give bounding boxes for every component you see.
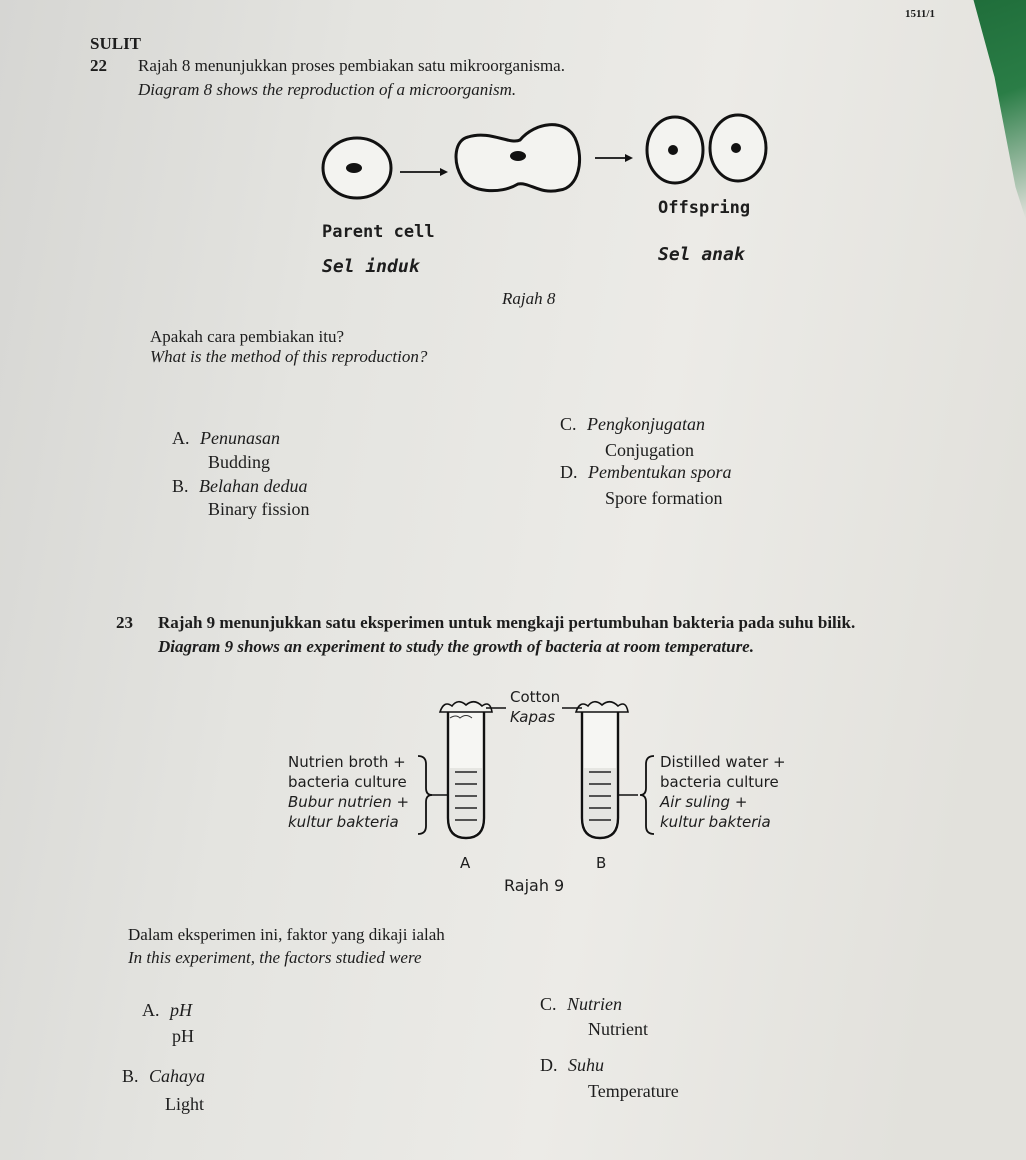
- q23-option-c[interactable]: [540, 994, 622, 1015]
- q22-question-en: What is the method of this reproduction?: [150, 347, 428, 366]
- tube-b-label: B: [596, 854, 607, 872]
- label-tube-b-line-1: Distilled water +: [660, 753, 786, 771]
- q23-option-a-ms: pH: [170, 1000, 192, 1020]
- q23-option-b-letter: B.: [122, 1066, 139, 1086]
- label-cotton-en: Cotton: [510, 688, 561, 706]
- diagram-8-caption: Rajah 8: [502, 289, 556, 308]
- label-tube-a-line-4: kultur bakteria: [288, 813, 399, 831]
- q23-option-b[interactable]: [122, 1066, 205, 1087]
- label-tube-b-line-3: Air suling +: [660, 793, 748, 811]
- label-tube-a-line-2: bacteria culture: [288, 773, 407, 791]
- sulit-label: SULIT: [90, 34, 142, 53]
- q23-option-c-ms: Nutrien: [567, 994, 623, 1014]
- label-offspring-en: Offspring: [658, 198, 751, 218]
- q23-number: 23: [116, 613, 133, 632]
- q22-option-c-ms: Pengkonjugatan: [587, 414, 705, 434]
- q23-text-en: Diagram 9 shows an experiment to study the growth of bacteria at room temperature.: [158, 637, 754, 656]
- label-tube-a-line-1: Nutrien broth +: [288, 753, 406, 771]
- cotton-plug-b: [576, 702, 628, 712]
- label-parent-ms: Sel induk: [322, 256, 420, 277]
- label-tube-b-line-4: kultur bakteria: [660, 813, 771, 831]
- q22-number: 22: [90, 56, 107, 75]
- diagram-9-caption: Rajah 9: [504, 876, 565, 895]
- q22-option-c-letter: C.: [560, 414, 577, 434]
- q22-option-b-en: Binary fission: [208, 499, 310, 519]
- q23-option-c-en: Nutrient: [588, 1019, 648, 1039]
- q23-option-c-letter: C.: [540, 994, 557, 1014]
- q23-option-d-ms: Suhu: [568, 1055, 604, 1075]
- label-offspring-ms: Sel anak: [658, 244, 745, 265]
- label-tube-b-contents: [660, 752, 786, 832]
- test-tube-a: [430, 702, 506, 838]
- q23-option-d-letter: D.: [540, 1055, 558, 1075]
- q22-text-ms: Rajah 8 menunjukkan proses pembiakan satu mikroorganisma.: [138, 56, 565, 75]
- q23-option-a[interactable]: [142, 1000, 192, 1021]
- q22-question-ms: Apakah cara pembiakan itu?: [150, 327, 344, 346]
- label-tube-a-contents: [288, 752, 409, 832]
- q23-option-d[interactable]: [540, 1055, 604, 1076]
- q23-option-b-en: Light: [165, 1094, 204, 1114]
- page-code: 1511/1: [905, 8, 935, 20]
- label-tube-a-line-3: Bubur nutrien +: [288, 793, 410, 811]
- q23-option-d-en: Temperature: [588, 1081, 679, 1101]
- q23-option-a-letter: A.: [142, 1000, 160, 1020]
- q22-option-a-ms: Penunasan: [200, 428, 280, 448]
- q22-option-d-en: Spore formation: [605, 488, 723, 508]
- q22-text-en: Diagram 8 shows the reproduction of a microorganism.: [138, 80, 517, 99]
- q22-option-d-ms: Pembentukan spora: [588, 462, 732, 482]
- q22-option-b-letter: B.: [172, 476, 189, 496]
- test-tube-b: [562, 702, 638, 838]
- label-parent-en: Parent cell: [322, 222, 435, 242]
- right-brace: [640, 756, 654, 834]
- q22-option-c-en: Conjugation: [605, 440, 694, 460]
- q23-option-b-ms: Cahaya: [149, 1066, 206, 1086]
- label-cotton-ms: Kapas: [510, 708, 556, 726]
- q22-option-b-ms: Belahan dedua: [199, 476, 308, 496]
- q22-option-a-letter: A.: [172, 428, 190, 448]
- q22-option-a-en: Budding: [208, 452, 271, 472]
- label-tube-b-line-2: bacteria culture: [660, 773, 779, 791]
- q23-question-en: In this experiment, the factors studied were: [128, 948, 422, 967]
- q22-option-d-letter: D.: [560, 462, 578, 482]
- q23-text-ms: Rajah 9 menunjukkan satu eksperimen untuk mengkaji pertumbuhan bakteria pada suhu bilik.: [158, 613, 856, 632]
- q23-question-ms: Dalam eksperimen ini, faktor yang dikaji ialah: [128, 925, 445, 944]
- tube-a-label: A: [460, 854, 471, 872]
- q23-option-a-en: pH: [172, 1026, 194, 1046]
- left-brace: [418, 756, 432, 834]
